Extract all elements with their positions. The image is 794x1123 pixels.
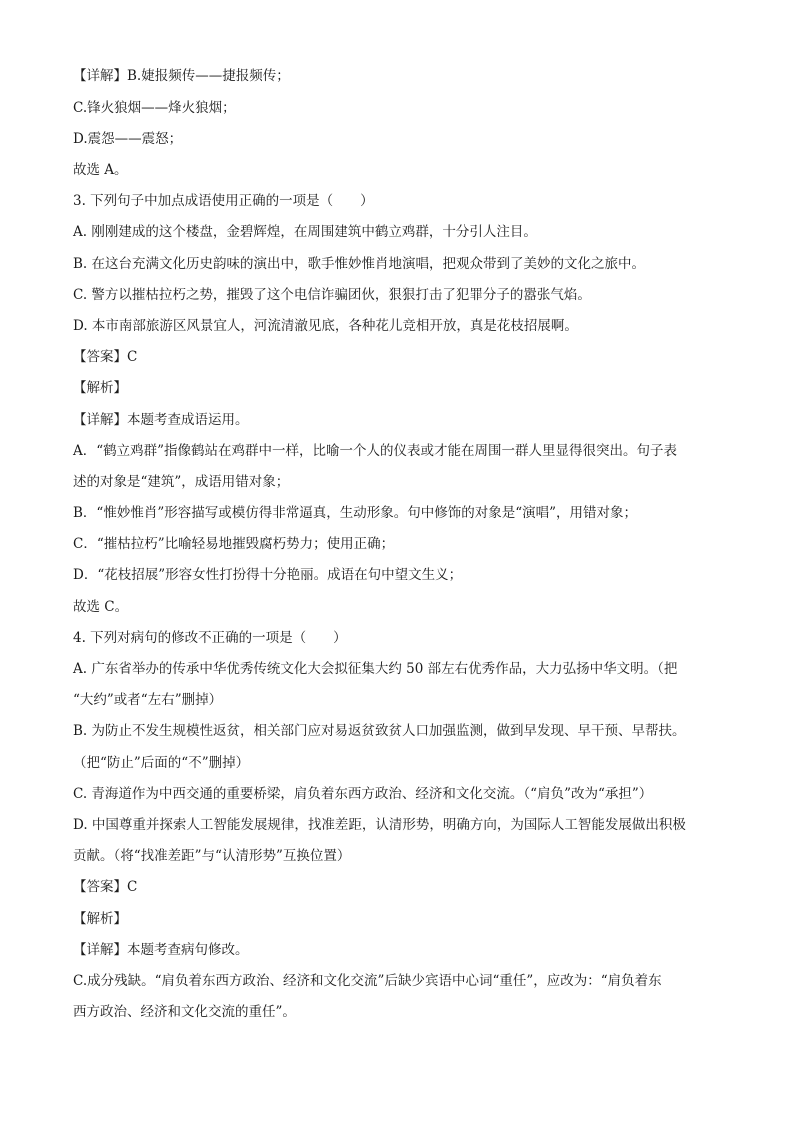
- option-c: C. 警方以摧枯拉朽之势，摧毁了这个电信诈骗团伙，狠狠打击了犯罪分子的嚣张气焰。: [73, 287, 591, 303]
- text-line: 故选 A。: [73, 162, 128, 178]
- explanation-c-cont: 西方政治、经济和文化交流的重任”。: [73, 1004, 296, 1020]
- option-a: A. 刚刚建成的这个楼盘，金碧辉煌，在周围建筑中鹤立鸡群，十分引人注目。: [73, 224, 537, 240]
- detail-line: 【详解】本题考查病句修改。: [73, 942, 249, 958]
- option-a-cont: “大约”或者“左右”删掉）: [73, 692, 223, 708]
- text-line: 【详解】B.婕报频传——捷报频传；: [73, 68, 290, 84]
- explanation-d: D．“花枝招展”形容女性打扮得十分艳丽。成语在句中望文生义；: [73, 567, 463, 583]
- text-line: C.锋火狼烟——烽火狼烟；: [73, 100, 236, 116]
- explanation-a: A．“鹤立鸡群”指像鹤站在鸡群中一样，比喻一个人的仪表或才能在周围一群人里显得很突出。句子表: [73, 443, 678, 459]
- option-b-cont: （把“防止”后面的“不”删掉）: [73, 755, 250, 771]
- answer-label: 【答案】C: [73, 879, 138, 895]
- option-b: B. 为防止不发生规模性返贫，相关部门应对易返贫致贫人口加强监测，做到早发现、早干预、早帮扶。: [73, 723, 686, 739]
- question-title: 4. 下列对病句的修改不正确的一项是（ ）: [73, 630, 347, 646]
- option-d: D. 中国尊重并探索人工智能发展规律，找准差距，认清形势，明确方向，为国际人工智能发展做出积极: [73, 817, 686, 833]
- explanation-c: C.成分残缺。“肩负着东西方政治、经济和文化交流”后缺少宾语中心词“重任”，应改为：“肩负着东: [73, 973, 662, 989]
- analysis-label: 【解析】: [73, 911, 127, 927]
- option-d: D. 本市南部旅游区风景宜人，河流清澈见底，各种花儿竞相开放，真是花枝招展啊。: [73, 318, 578, 334]
- explanation-c: C．“摧枯拉朽”比喻轻易地摧毁腐朽势力；使用正确；: [73, 536, 395, 552]
- option-d-cont: 贡献。（将“找准差距”与“认清形势”互换位置）: [73, 848, 351, 864]
- choice-line: 故选 C。: [73, 599, 129, 615]
- analysis-label: 【解析】: [73, 380, 127, 396]
- text-line: D.震怨——震怒；: [73, 131, 183, 147]
- answer-label: 【答案】C: [73, 349, 138, 365]
- detail-line: 【详解】本题考查成语运用。: [73, 412, 249, 428]
- explanation-b: B．“惟妙惟肖”形容描写或模仿得非常逼真，生动形象。句中修饰的对象是“演唱”，用错对象；: [73, 505, 638, 521]
- explanation-a-cont: 述的对象是“建筑”，成语用错对象；: [73, 474, 290, 490]
- option-b: B. 在这台充满文化历史韵味的演出中，歌手惟妙惟肖地演唱，把观众带到了美妙的文化之旅中。: [73, 256, 646, 272]
- option-c: C. 青海道作为中西交通的重要桥梁，肩负着东西方政治、经济和文化交流。（“肩负”改为“承担”）: [73, 786, 653, 802]
- option-a: A. 广东省举办的传承中华优秀传统文化大会拟征集大约 50 部左右优秀作品，大力弘扬中华文明。（把: [73, 661, 678, 677]
- question-title: 3. 下列句子中加点成语使用正确的一项是（ ）: [73, 193, 374, 209]
